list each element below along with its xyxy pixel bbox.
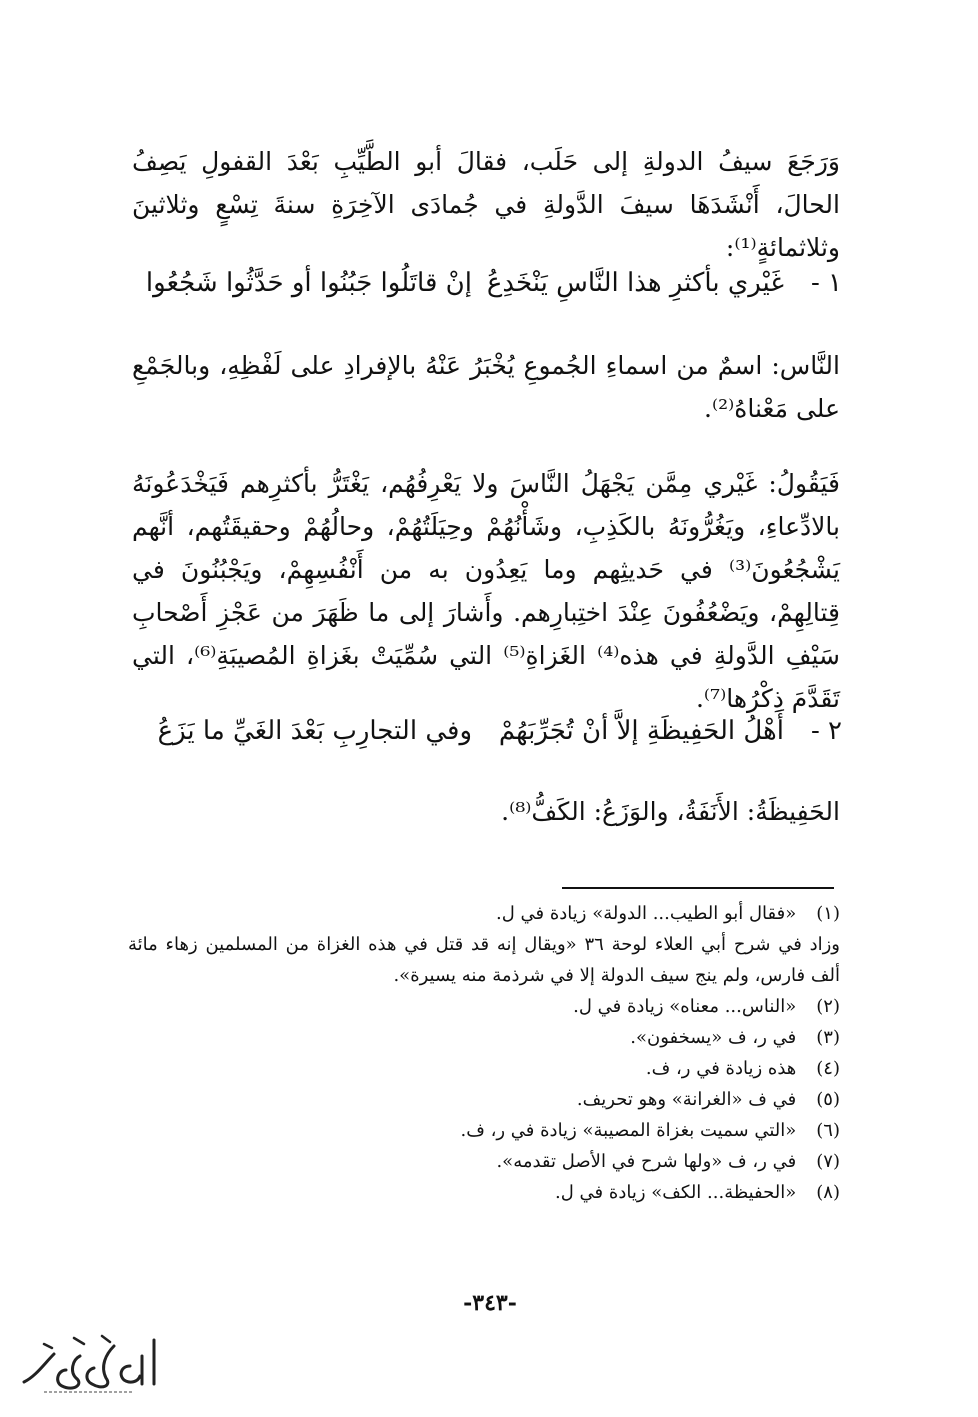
footnote [128,1022,840,1053]
verse-2-first-hemistich: أَهْلُ الحَفِيظَةِ إلاَّ أنْ تُجَرِّبَهُمْ [498,716,784,746]
footnote [128,898,840,929]
footnote [128,991,840,1022]
verse-2-number: ٢ - [810,716,842,746]
footnote-number: (١) [816,903,840,924]
footnote [128,1146,840,1177]
footnote-separator [562,887,834,889]
verse-2-second-hemistich: وفي التجارِبِ بَعْدَ الغَيِّ ما يَزَعُ [157,716,472,746]
footnote-text: وزاد في شرح أبي العلاء لوحة ٣٦ «ويقال إنه قد قتل في هذه الغزاة من المسلمين زهاء مائة ألف فارس، ولم ينج سيف الدولة إلا في شرذمة منه يسيرة». [128,934,840,986]
footnote-text: «الحفيظة... الكف» زيادة في ل. [555,1182,797,1203]
footnote [128,1177,840,1208]
footnote-number: (٢) [816,996,840,1017]
footnote [128,1084,840,1115]
footnote-text: في ف «الغرانة» وهو تحريف. [576,1089,797,1110]
verse-1 [122,258,842,308]
calligraphy-stamp-icon [14,1326,164,1398]
footnote-number: (٥) [816,1089,840,1110]
intro-paragraph: وَرَجَعَ سيفُ الدولةِ إلى حَلَب، فقالَ أبو الطَّيِّبِ بَعْدَ القفولِ يَصِفُ الحالَ، أَنْشَدَهَا سيفَ الدَّولةِ في جُمادَى الآخِرَةِ سنةَ تِسْعٍ وثلاثينَ وثلاثمائةٍ⁽¹⁾: [132,147,840,262]
gloss-paragraph-1: النَّاس: اسمٌ من اسماءِ الجُموعِ يُخْبَرُ عَنْهُ بالإفرادِ على لَفْظِهِ، وبالجَمْعِ على مَعْناهُ⁽²⁾. [132,351,840,423]
footnote-text: في ر، ف «ولها شرح في الأصل تقدمه». [496,1151,797,1172]
footnote-number: (٦) [816,1120,840,1141]
verse-1-first-hemistich: غَيْري بأكثرِ هذا النَّاسِ يَنْخَدِعُ [486,268,784,298]
footnote [128,1115,840,1146]
footnote-text: في ر، ف «يسخفون». [630,1027,797,1048]
gloss-paragraph-2: الحَفِيظَةُ: الأَنَفَةُ، والوَزَعُ: الكَفُّ⁽⁸⁾. [501,797,840,826]
footnote-text: «الناس... معناه» زيادة في ل. [573,996,797,1017]
footnote-number: (٧) [816,1151,840,1172]
verse-1-number: ١ - [810,268,842,298]
explanation-paragraph: فَيَقُولُ: غَيْري مِمَّن يَجْهَلُ النَّاسَ ولا يَعْرِفُهُم، يَغْتَرُّ بأكثرِهم فَيَخْدَعُونَهُ بالادِّعاءِ، ويَغُرُّونَهُ بالكَذِبِ، وشَأْنُهُمْ وحِيَلَتُهُمْ، وحالُهُمْ وحقيقَتُهم، أنَّهم يَشْجُعُونَ⁽³⁾ في حَديثِهم وما يَعِدُون به من أَنْفُسِهِمْ، ويَجْبُنُونَ في قِتالِهِمْ، ويَضْعُفُونَ عِنْدَ اختِبارِهم. وأَشارَ إلى ما ظَهَرَ من عَجْزِ أَصْحابِ سَيْفِ الدَّولةِ في هذه⁽⁴⁾ الغَزاةِ⁽⁵⁾ التي سُمِّيَتْ بغَزاةِ المُصيبَةِ⁽⁶⁾، التي تَقَدَّمَ ذِكْرُها⁽⁷⁾. [132,469,840,713]
footnote-text: هذه زيادة في ر، ف. [645,1058,797,1079]
footnote-number: (٣) [816,1027,840,1048]
footnote-continuation [128,929,840,991]
verse-2 [122,706,842,756]
footnote-number: (٤) [816,1058,840,1079]
verse-1-second-hemistich: إنْ قاتَلُوا جَبُنُوا أو حَدَّثُوا شَجُعُوا [145,268,472,298]
footnotes [128,898,840,1208]
footnote [128,1053,840,1084]
footnote-number: (٨) [816,1182,840,1203]
footnote-text: «التي سميت بغزاة المصيبة» زيادة في ر، ف. [460,1120,797,1141]
page-number: -٣٤٣- [463,1290,517,1316]
footnote-text: «فقال أبو الطيب... الدولة» زيادة في ل. [496,903,797,924]
